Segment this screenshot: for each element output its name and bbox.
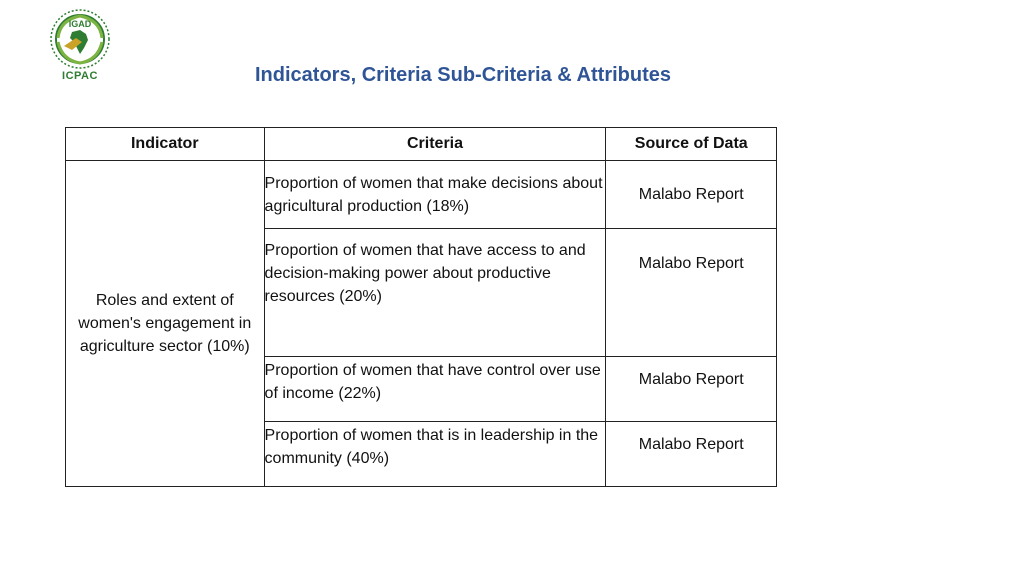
page-title: Indicators, Criteria Sub-Criteria & Attributes xyxy=(255,64,671,86)
criteria-cell: Proportion of women that is in leadership in the community (40%) xyxy=(264,422,606,487)
indicator-cell: Roles and extent of women's engagement in agriculture sector (10%) xyxy=(66,161,265,487)
criteria-cell: Proportion of women that make decisions about agricultural production (18%) xyxy=(264,161,606,229)
header-source: Source of Data xyxy=(606,128,777,161)
criteria-cell: Proportion of women that have control over use of income (22%) xyxy=(264,357,606,422)
source-cell: Malabo Report xyxy=(606,229,777,357)
source-cell: Malabo Report xyxy=(606,422,777,487)
igad-emblem-icon xyxy=(44,8,116,70)
criteria-cell: Proportion of women that have access to and decision-making power about productive resources (20%) xyxy=(264,229,606,357)
header-indicator: Indicator xyxy=(66,128,265,161)
source-cell: Malabo Report xyxy=(606,357,777,422)
header-criteria: Criteria xyxy=(264,128,606,161)
table-row xyxy=(66,161,777,229)
source-cell: Malabo Report xyxy=(606,161,777,229)
logo-top-text: IGAD xyxy=(68,19,92,29)
table-header-row xyxy=(66,128,777,161)
logo-bottom-text: ICPAC xyxy=(62,70,98,82)
indicators-table xyxy=(65,127,777,487)
